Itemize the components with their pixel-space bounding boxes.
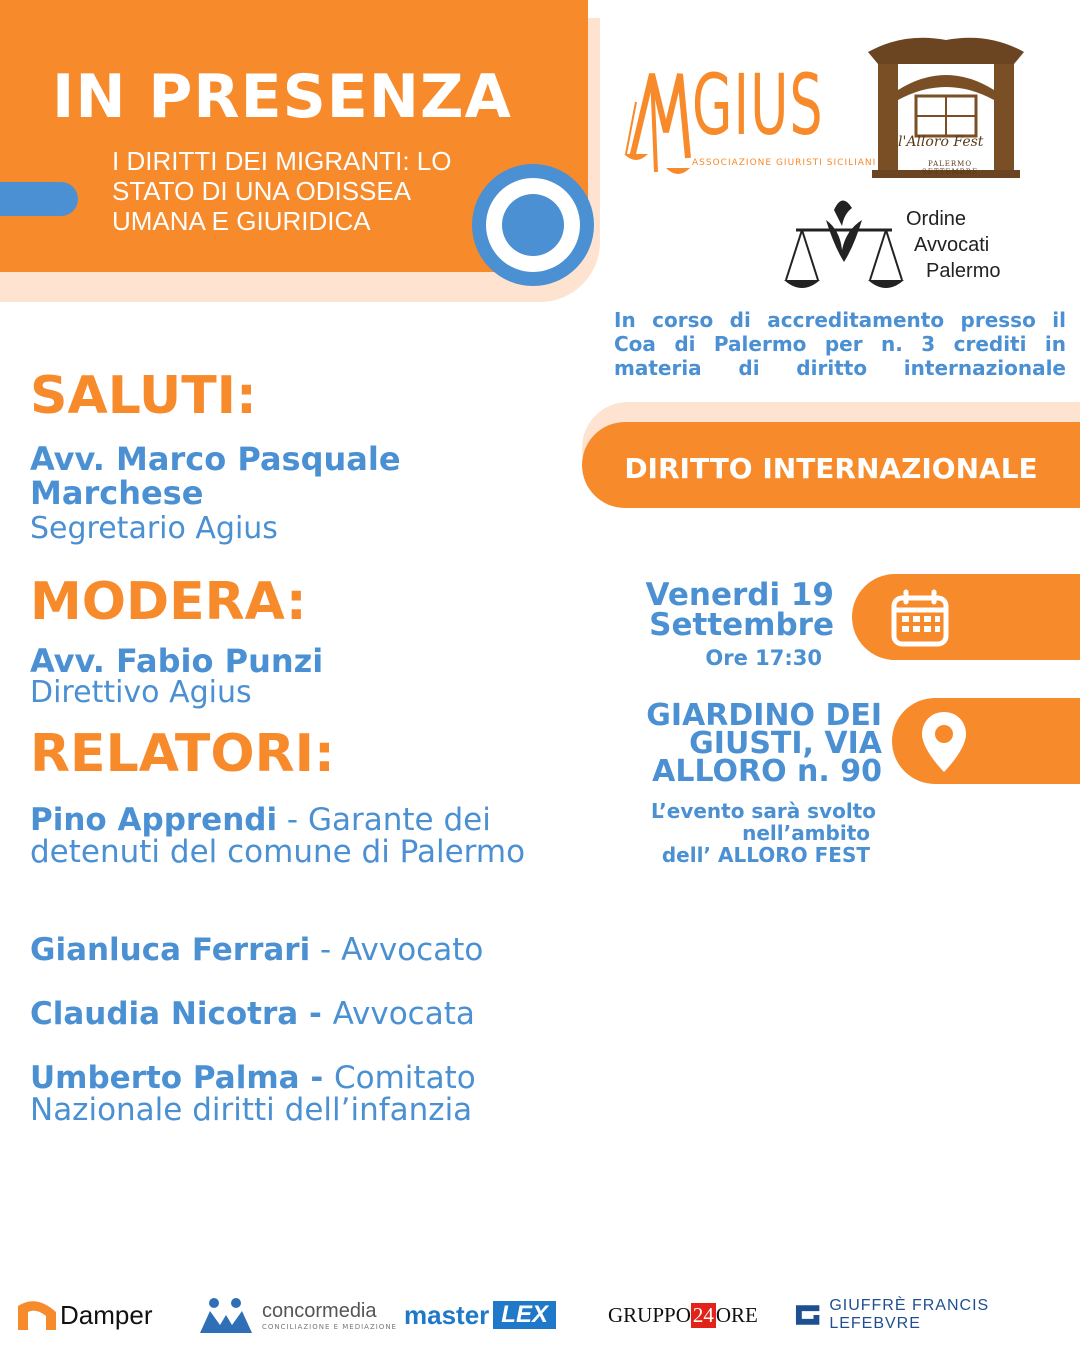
speaker-name: Umberto Palma <box>30 1060 300 1096</box>
sponsor-damper <box>16 1290 152 1340</box>
agius-tagline: ASSOCIAZIONE GIURISTI SICILIANI <box>692 158 877 168</box>
decorative-pill <box>0 182 78 216</box>
event-time: Ore 17:30 <box>705 646 822 670</box>
alloro-fest-city: PALERMO <box>928 160 973 168</box>
event-location <box>600 698 882 789</box>
speaker-separator: - <box>277 802 308 838</box>
speaker-item <box>30 934 530 966</box>
ordine-line-2: Avvocati <box>914 234 990 256</box>
topic-banner-label: DIRITTO INTERNAZIONALE <box>624 452 1038 485</box>
location-pill <box>892 698 1080 784</box>
date-pill <box>852 574 1080 660</box>
event-note-line-2: nell’ambito <box>742 821 870 845</box>
sponsor-gruppo-24-ore <box>608 1290 758 1340</box>
event-date-line-1: Venerdi 19 <box>645 577 834 613</box>
speaker-item <box>30 998 530 1030</box>
agius-wordmark: GIUS <box>692 56 824 154</box>
relatori-heading: RELATORI: <box>30 724 335 784</box>
concormedia-wordmark: concormedia <box>262 1299 377 1322</box>
damper-logo-icon <box>16 1298 58 1332</box>
decorative-ring <box>472 164 594 286</box>
agius-logo <box>622 56 877 182</box>
damper-wordmark: Damper <box>60 1299 153 1330</box>
event-note <box>600 800 876 866</box>
page-title: IN PRESENZA <box>52 62 512 132</box>
alloro-fest-month: SETTEMBRE <box>922 168 979 176</box>
giuffre-wordmark: GIUFFRÈ FRANCIS LEFEBVRE <box>829 1297 990 1332</box>
masterlex-wordmark-a: master <box>404 1299 490 1330</box>
moderator-name: Avv. Fabio Punzi <box>30 642 324 680</box>
speaker-item <box>30 1062 530 1126</box>
sponsor-masterlex <box>404 1290 556 1340</box>
gruppo-wordmark-c: ORE <box>715 1302 758 1327</box>
event-location-line-2: GIUSTI, VIA <box>689 726 882 761</box>
event-subtitle: I DIRITTI DEI MIGRANTI: LO STATO DI UNA ODISSEA UMANA E GIURIDICA <box>112 146 452 236</box>
event-date <box>600 577 834 643</box>
speaker-item <box>30 804 530 868</box>
speaker-name: Pino Apprendi <box>30 802 278 838</box>
speaker-separator: - <box>310 932 342 968</box>
speaker-role: Garante dei detenuti del comune di Palermo <box>30 802 526 870</box>
speaker-name: Gianluca Ferrari <box>30 932 311 968</box>
giuffre-logo-icon <box>794 1303 821 1327</box>
saluti-heading: SALUTI: <box>30 366 257 426</box>
event-note-line-3: dell’ ALLORO FEST <box>661 843 870 867</box>
alloro-fest-logo <box>864 30 1028 180</box>
speaker-name: Claudia Nicotra <box>30 996 299 1032</box>
alloro-fest-name: l'Alloro Fest <box>898 134 984 150</box>
concormedia-tagline: CONCILIAZIONE E MEDIAZIONE <box>262 1322 397 1331</box>
saluti-speaker-role: Segretario Agius <box>30 511 278 546</box>
speaker-separator: - <box>298 996 333 1032</box>
speaker-separator: - <box>299 1060 334 1096</box>
masterlex-wordmark-b: LEX <box>493 1301 556 1329</box>
ordine-line-3: Palermo <box>926 260 1001 282</box>
ordine-avvocati-logo <box>782 190 1012 302</box>
moderator-role: Direttivo Agius <box>30 675 252 710</box>
event-note-line-1: L’evento sarà svolto <box>651 799 876 823</box>
sponsor-concormedia <box>196 1290 397 1340</box>
speaker-role: Avvocata <box>332 996 475 1032</box>
speaker-role: Avvocato <box>341 932 484 968</box>
accreditation-note: In corso di accreditamento presso il Coa di Palermo per n. 3 crediti in materia di diritto internazionale <box>614 308 1066 380</box>
speaker-role: Comitato Nazionale diritti dell’infanzia <box>30 1060 476 1128</box>
modera-heading: MODERA: <box>30 572 307 632</box>
scales-icon <box>782 190 912 302</box>
event-location-line-3: ALLORO n. 90 <box>652 754 882 789</box>
location-pin-icon <box>920 710 968 774</box>
saluti-speaker-name: Avv. Marco Pasquale Marchese <box>30 440 401 512</box>
sponsor-giuffre <box>794 1290 1080 1340</box>
calendar-icon <box>890 588 950 648</box>
gruppo-wordmark-a: GRUPPO <box>608 1302 691 1327</box>
event-location-line-1: GIARDINO DEI <box>646 698 882 733</box>
gruppo-wordmark-b: 24 <box>692 1302 714 1327</box>
ordine-line-1: Ordine <box>906 208 967 230</box>
concormedia-logo-icon <box>196 1295 256 1335</box>
event-date-line-2: Settembre <box>649 607 834 643</box>
